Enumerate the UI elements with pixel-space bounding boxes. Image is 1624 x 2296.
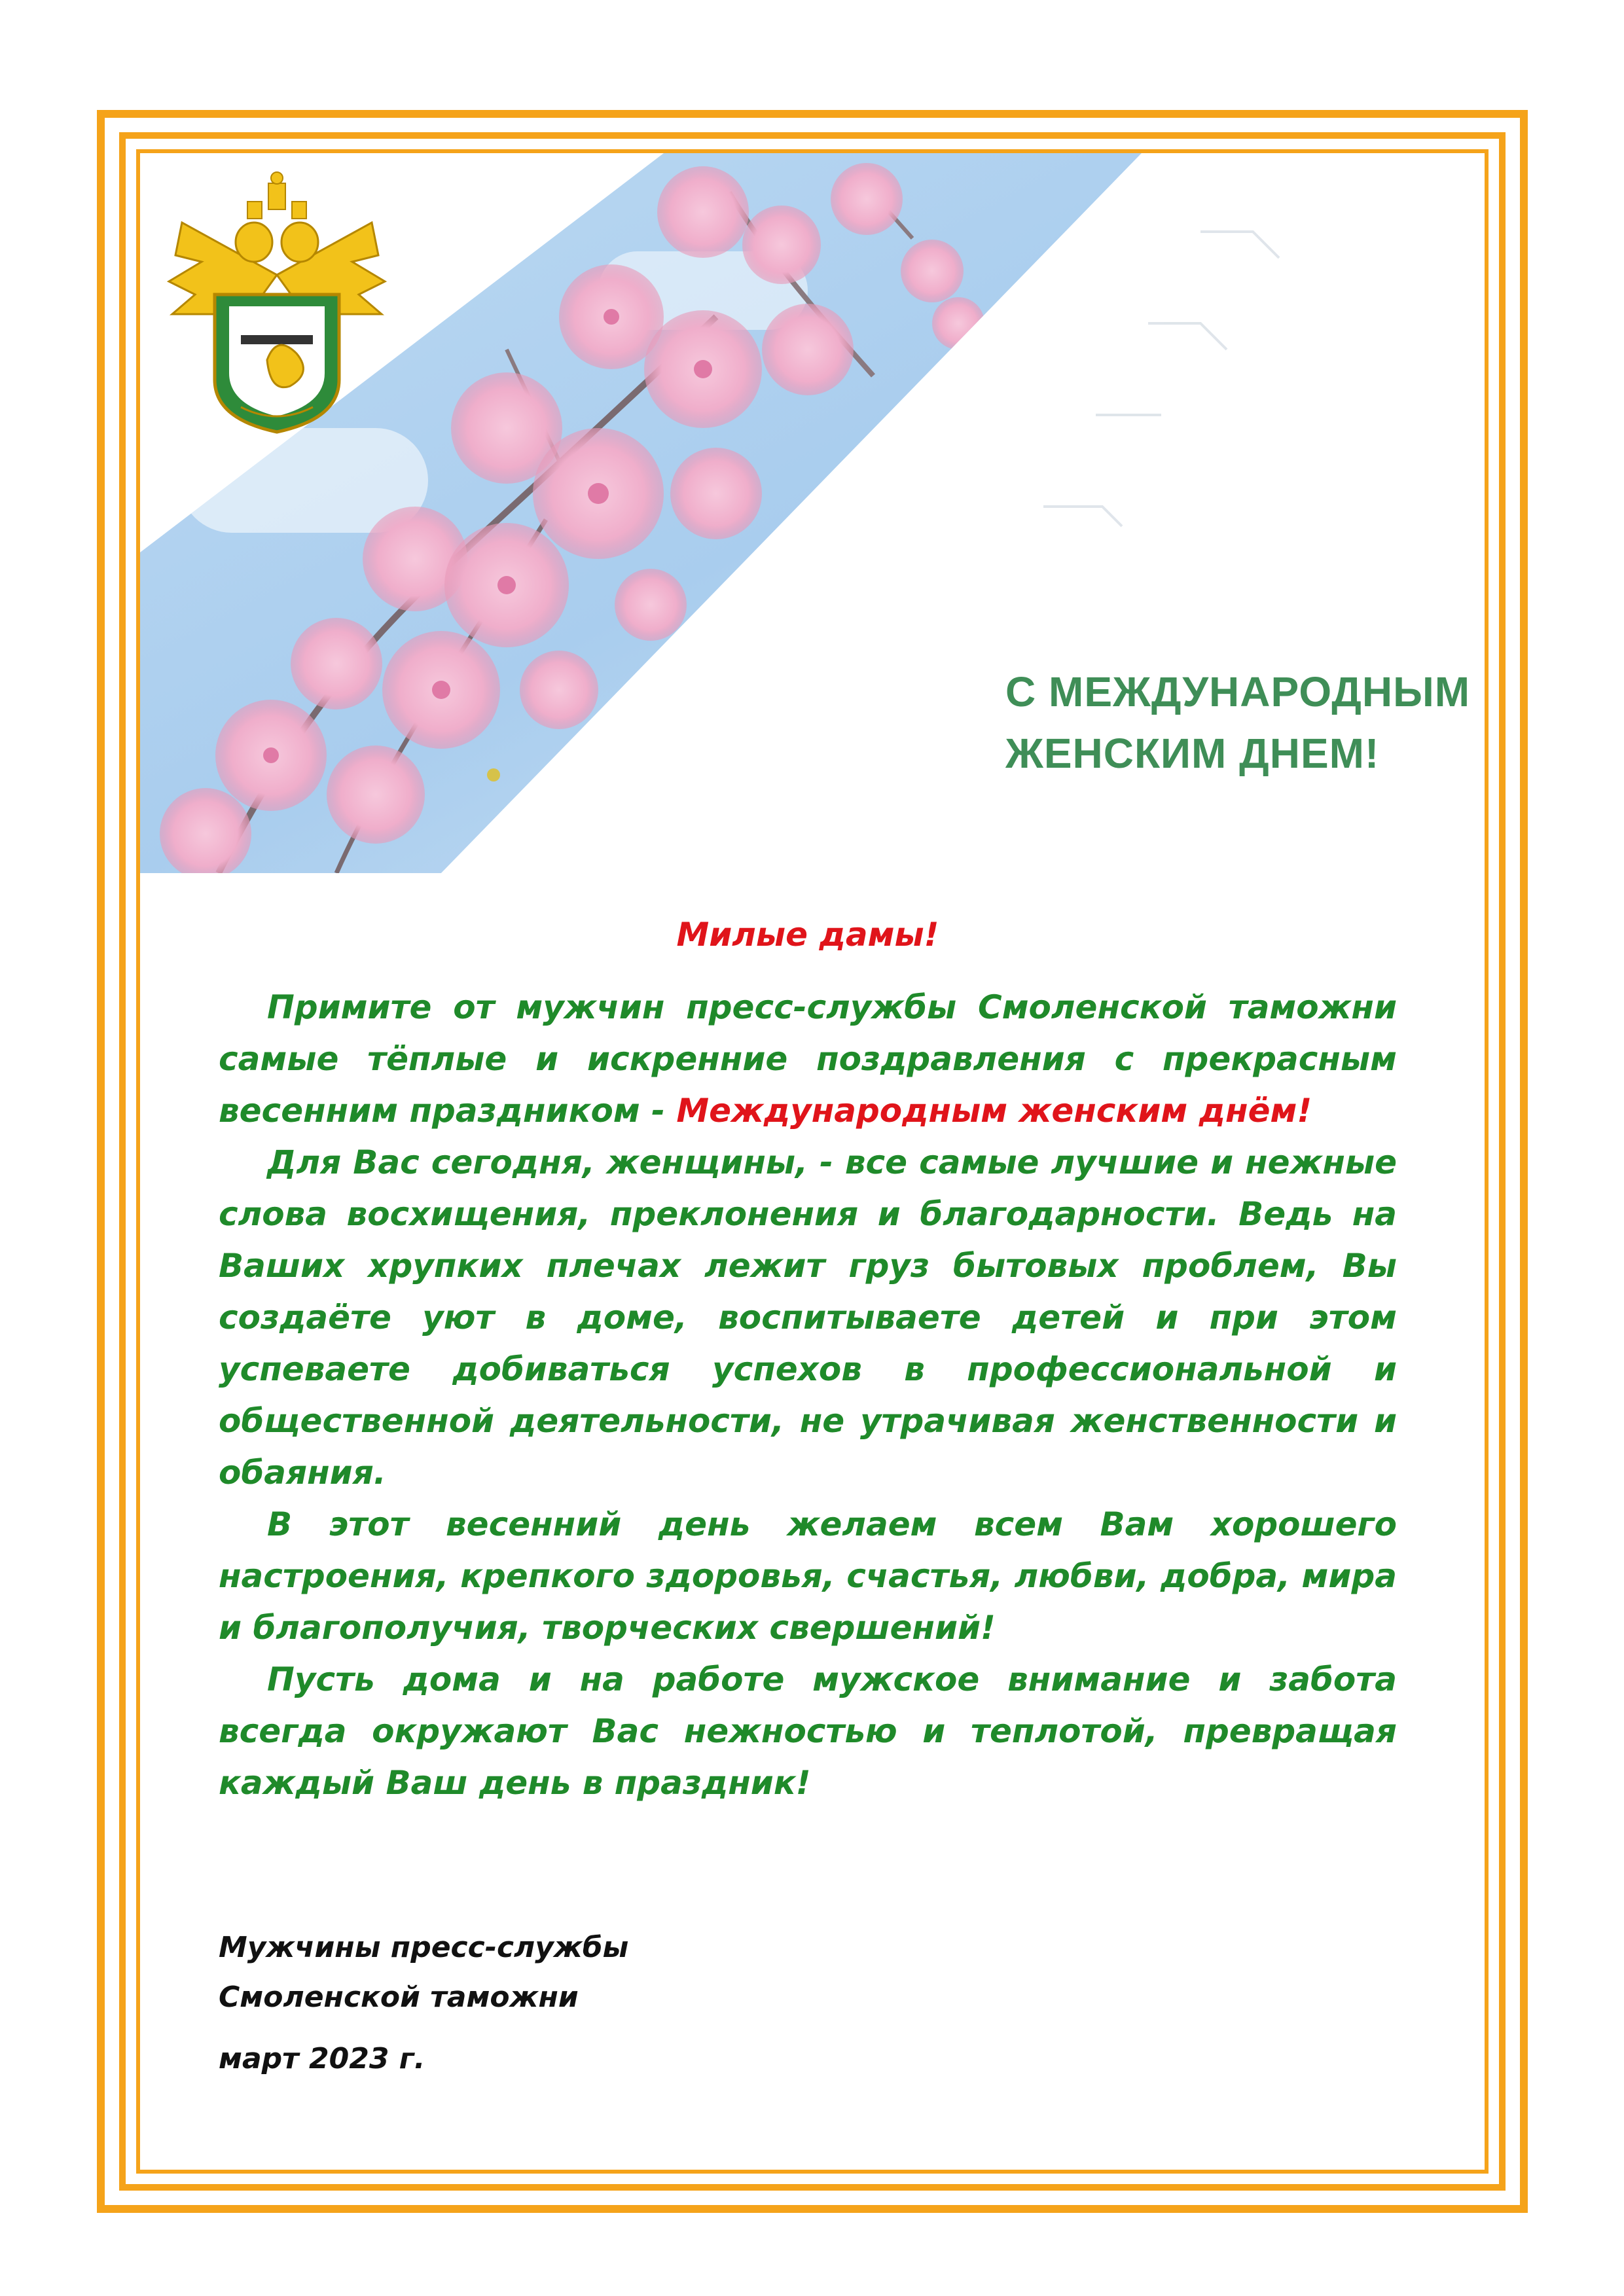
paragraph-4: Пусть дома и на работе мужское внимание и забота всегда окружают Вас нежностью и теплотой, превращая каждый Ваш день в праздник! <box>219 1660 1397 1802</box>
greeting-heading: Милые дамы! <box>676 916 939 954</box>
signature-line-1: Мужчины пресс-службы <box>219 1931 629 1964</box>
paragraph-3: В этот весенний день желаем всем Вам хорошего настроения, крепкого здоровья, счастья, любви, добра, мира и благополучия, творческих свершений! <box>219 1505 1397 1647</box>
holiday-name: Международным женским днём! <box>676 1092 1312 1130</box>
banner-title-line-2: ЖЕНСКИМ ДНЕМ! <box>1005 730 1380 777</box>
signature-block <box>219 1923 939 2084</box>
banner-title <box>1005 661 1477 784</box>
paragraph-2: Для Вас сегодня, женщины, - все самые лучшие и нежные слова восхищения, преклонения и благодарности. Ведь на Ваших хрупких плечах лежит груз бытовых проблем, Вы создаёте уют в доме, воспитываете детей и при этом успеваете добиваться успехов в профессиональной и общественной деятельности, не утрачивая женственности и обаяния. <box>219 1143 1397 1492</box>
signature-date: март 2023 г. <box>219 2042 425 2075</box>
smolensk-customs-coat-of-arms-icon <box>156 164 398 439</box>
letter-body <box>219 982 1397 1809</box>
paragraph-1 <box>219 982 1397 1137</box>
customs-emblem <box>156 164 398 439</box>
paragraph-1-text: Примите от мужчин пресс-службы Смоленской таможни самые тёплые и искренние поздравления с прекрасным весенним праздником - <box>219 988 1397 1130</box>
signature-line-2: Смоленской таможни <box>219 1981 579 2014</box>
banner-title-line-1: С МЕЖДУНАРОДНЫМ <box>1005 668 1471 715</box>
